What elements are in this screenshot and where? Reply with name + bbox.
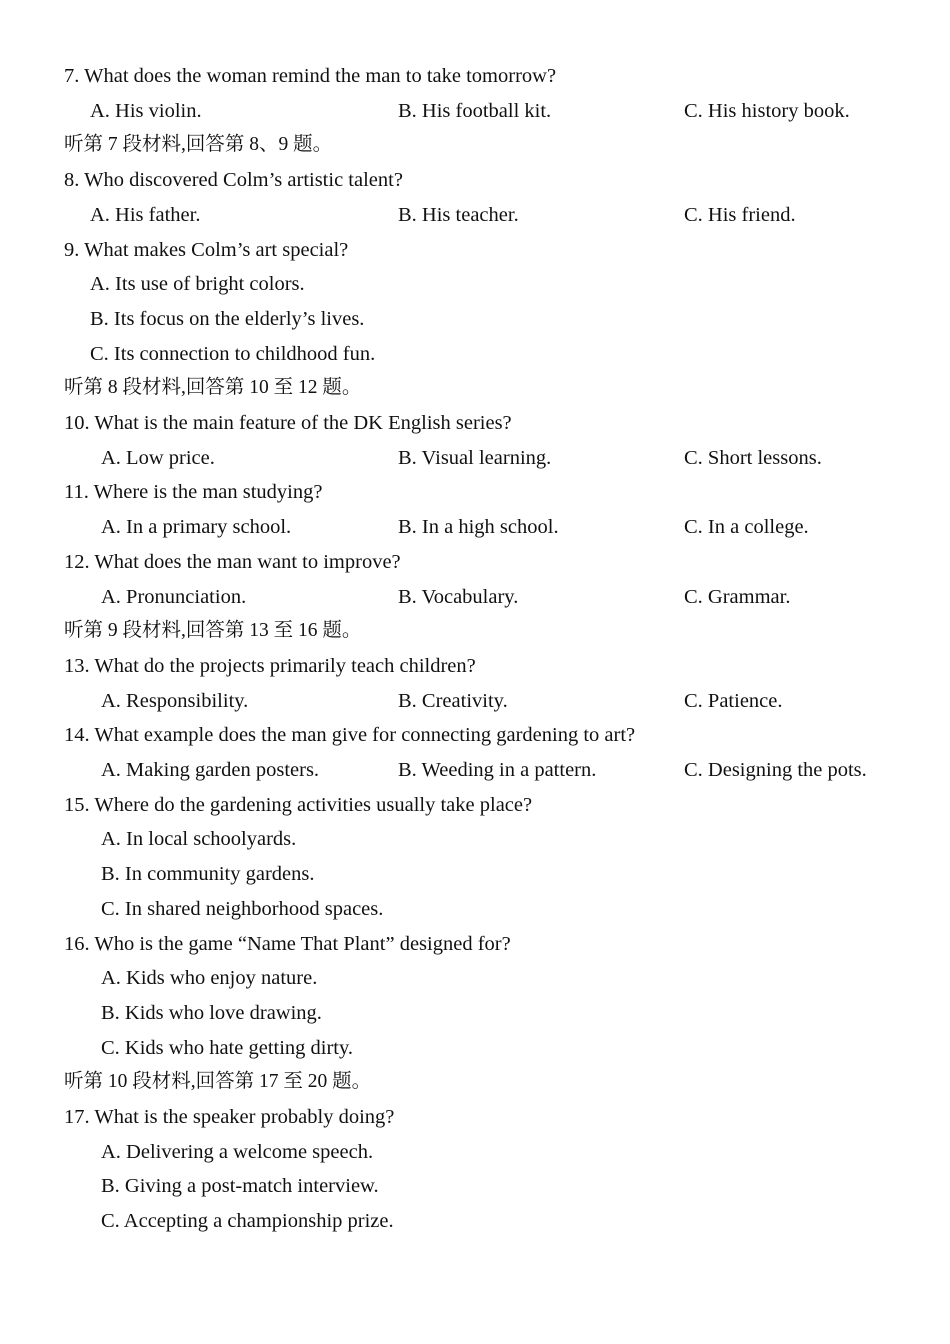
section-heading: 听第 7 段材料,回答第 8、9 题。 bbox=[64, 134, 333, 156]
option-line bbox=[0, 337, 950, 371]
option-text: B. Giving a post-match interview. bbox=[101, 1175, 379, 1198]
question-text: 16. Who is the game “Name That Plant” designed for? bbox=[64, 932, 511, 955]
option-b: B. Creativity. bbox=[398, 689, 508, 712]
section-instruction bbox=[0, 614, 950, 648]
section-heading: 听第 10 段材料,回答第 17 至 20 题。 bbox=[64, 1071, 372, 1093]
question-text: 14. What example does the man give for connecting gardening to art? bbox=[64, 724, 636, 747]
option-a: A. His violin. bbox=[90, 99, 202, 122]
options-row bbox=[0, 753, 950, 787]
option-line bbox=[0, 1169, 950, 1203]
option-text: C. Accepting a championship prize. bbox=[101, 1210, 394, 1233]
option-a: A. In a primary school. bbox=[101, 516, 292, 539]
option-text: B. Kids who love drawing. bbox=[101, 1001, 322, 1024]
option-text: C. Its connection to childhood fun. bbox=[90, 342, 376, 365]
option-text: C. In shared neighborhood spaces. bbox=[101, 897, 384, 920]
option-a: A. Responsibility. bbox=[101, 689, 249, 712]
question-text: 11. Where is the man studying? bbox=[64, 481, 323, 504]
option-b: B. His football kit. bbox=[398, 99, 552, 122]
option-b: B. Weeding in a pattern. bbox=[398, 759, 597, 781]
option-text: A. Its use of bright colors. bbox=[90, 273, 305, 296]
option-text: C. Kids who hate getting dirty. bbox=[101, 1036, 354, 1059]
options-row bbox=[0, 684, 950, 718]
question-line bbox=[0, 1100, 950, 1134]
option-c: C. Short lessons. bbox=[684, 446, 822, 469]
option-a: A. Pronunciation. bbox=[101, 585, 247, 608]
question-line bbox=[0, 649, 950, 683]
option-text: B. In community gardens. bbox=[101, 863, 315, 886]
option-c: C. Designing the pots. bbox=[684, 759, 867, 781]
options-row bbox=[0, 198, 950, 232]
option-c: C. In a college. bbox=[684, 516, 809, 539]
option-b: B. In a high school. bbox=[398, 516, 559, 539]
option-text: A. Kids who enjoy nature. bbox=[101, 967, 318, 990]
options-row bbox=[0, 441, 950, 475]
option-line bbox=[0, 1204, 950, 1238]
option-a: A. His father. bbox=[90, 203, 201, 226]
option-line bbox=[0, 267, 950, 301]
option-text: A. Delivering a welcome speech. bbox=[101, 1140, 374, 1163]
question-line bbox=[0, 233, 950, 267]
option-text: B. Its focus on the elderly’s lives. bbox=[90, 307, 365, 330]
question-text: 12. What does the man want to improve? bbox=[64, 550, 401, 573]
option-b: B. His teacher. bbox=[398, 203, 519, 226]
option-a: A. Making garden posters. bbox=[101, 759, 320, 781]
question-line bbox=[0, 788, 950, 822]
option-c: C. His friend. bbox=[684, 203, 796, 226]
option-c: C. Grammar. bbox=[684, 585, 791, 608]
options-row bbox=[0, 94, 950, 128]
question-line bbox=[0, 545, 950, 579]
option-c: C. Patience. bbox=[684, 689, 783, 712]
question-text: 8. Who discovered Colm’s artistic talent? bbox=[64, 169, 403, 192]
option-text: A. In local schoolyards. bbox=[101, 828, 297, 851]
question-text: 13. What do the projects primarily teach children? bbox=[64, 654, 476, 677]
section-instruction bbox=[0, 128, 950, 162]
option-line bbox=[0, 996, 950, 1030]
option-line bbox=[0, 1135, 950, 1169]
option-line bbox=[0, 857, 950, 891]
options-row bbox=[0, 580, 950, 614]
question-text: 10. What is the main feature of the DK English series? bbox=[64, 412, 512, 434]
question-line bbox=[0, 718, 950, 752]
section-heading: 听第 8 段材料,回答第 10 至 12 题。 bbox=[64, 377, 362, 399]
option-line bbox=[0, 302, 950, 336]
option-b: B. Visual learning. bbox=[398, 446, 552, 469]
section-instruction bbox=[0, 1065, 950, 1099]
question-line bbox=[0, 59, 950, 93]
question-line bbox=[0, 927, 950, 961]
options-row bbox=[0, 510, 950, 544]
question-text: 7. What does the woman remind the man to take tomorrow? bbox=[64, 65, 557, 87]
question-text: 9. What makes Colm’s art special? bbox=[64, 238, 349, 261]
option-line bbox=[0, 1031, 950, 1065]
question-text: 17. What is the speaker probably doing? bbox=[64, 1106, 395, 1128]
question-text: 15. Where do the gardening activities usually take place? bbox=[64, 793, 533, 816]
option-line bbox=[0, 961, 950, 995]
option-b: B. Vocabulary. bbox=[398, 585, 519, 608]
section-instruction bbox=[0, 371, 950, 405]
question-line bbox=[0, 475, 950, 509]
option-line bbox=[0, 822, 950, 856]
question-line bbox=[0, 406, 950, 440]
option-line bbox=[0, 892, 950, 926]
option-a: A. Low price. bbox=[101, 446, 215, 469]
option-c: C. His history book. bbox=[684, 99, 850, 122]
question-line bbox=[0, 163, 950, 197]
section-heading: 听第 9 段材料,回答第 13 至 16 题。 bbox=[64, 620, 362, 642]
